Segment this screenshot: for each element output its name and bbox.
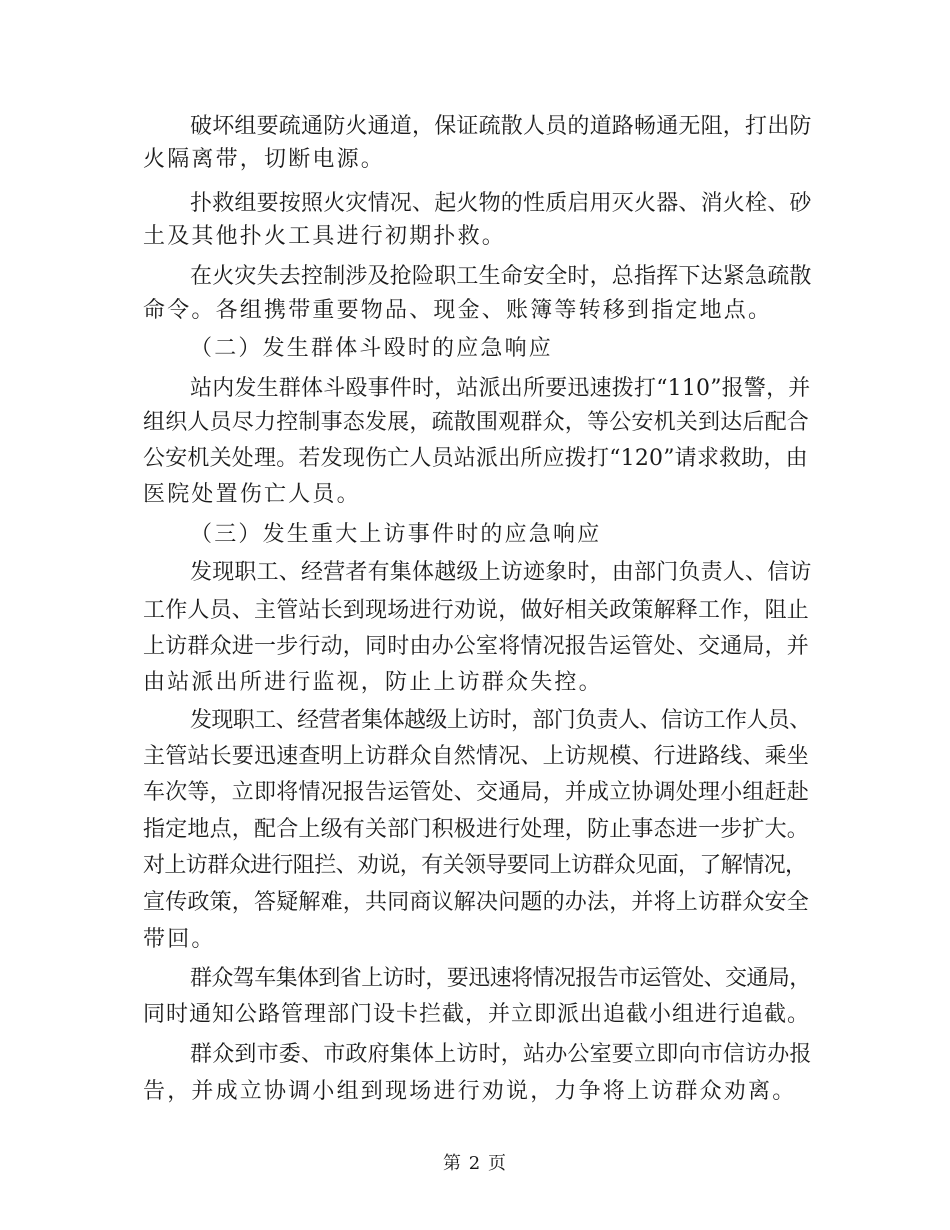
text-line: 带回。 <box>143 927 216 952</box>
text-line: 指定地点，配合上级有关部门积极进行处理，防止事态进一步扩大。 <box>143 817 810 842</box>
text-line: 群众到市委、市政府集体上访时，站办公室要立即向市信访办报 <box>190 1042 812 1067</box>
section-heading: （二）发生群体斗殴时的应急响应 <box>190 336 554 361</box>
text-line: 群众驾车集体到省上访时，要迅速将情况报告市运管处、交通局， <box>190 966 811 991</box>
text-line: 火隔离带，切断电源。 <box>143 147 386 172</box>
section-heading: （三）发生重大上访事件时的应急响应 <box>190 522 602 547</box>
text-line: 土及其他扑火工具进行初期扑救。 <box>143 224 507 249</box>
text-line: 宣传政策，答疑解难，共同商议解决问题的办法，并将上访群众安全 <box>143 890 810 915</box>
text-line: 告，并成立协调小组到现场进行劝说，力争将上访群众劝离。 <box>143 1079 797 1104</box>
text-line: 工作人员、主管站长到现场进行劝说，做好相关政策解释工作，阻止 <box>143 598 810 623</box>
text-line: 公安机关处理。若发现伤亡人员站派出所应拨打“120”请求救助，由 <box>143 446 808 471</box>
text-line: 上访群众进一步行动，同时由办公室将情况报告运管处、交通局，并 <box>143 634 810 659</box>
text-line: 扑救组要按照火灾情况、起火物的性质启用灭火器、消火栓、砂 <box>190 191 812 216</box>
text-line: 医院处置伤亡人员。 <box>143 482 361 507</box>
text-line: 发现职工、经营者集体越级上访时，部门负责人、信访工作人员、 <box>190 708 811 733</box>
text-line: 组织人员尽力控制事态发展，疏散围观群众，等公安机关到达后配合 <box>143 410 810 435</box>
text-line: 破坏组要疏通防火通道，保证疏散人员的道路畅通无阻，打出防 <box>190 114 812 139</box>
text-line: 车次等，立即将情况报告运管处、交通局，并成立协调处理小组赶赴 <box>143 780 810 805</box>
text-line: 在火灾失去控制涉及抢险职工生命安全时，总指挥下达紧急疏散 <box>190 264 812 289</box>
text-line: 命令。各组携带重要物品、现金、账簿等转移到指定地点。 <box>143 298 773 323</box>
text-line: 主管站长要迅速查明上访群众自然情况、上访规模、行进路线、乘坐 <box>143 744 810 769</box>
text-line: 发现职工、经营者有集体越级上访迹象时，由部门负责人、信访 <box>190 560 812 585</box>
text-line: 站内发生群体斗殴事件时，站派出所要迅速拨打“110”报警，并 <box>190 376 811 401</box>
text-line: 对上访群众进行阻拦、劝说，有关领导要同上访群众见面，了解情况， <box>143 853 807 878</box>
page-number: 第 2 页 <box>443 1153 507 1174</box>
text-line: 由站派出所进行监视，防止上访群众失控。 <box>143 670 603 695</box>
text-line: 同时通知公路管理部门设卡拦截，并立即派出追截小组进行追截。 <box>143 1002 811 1027</box>
